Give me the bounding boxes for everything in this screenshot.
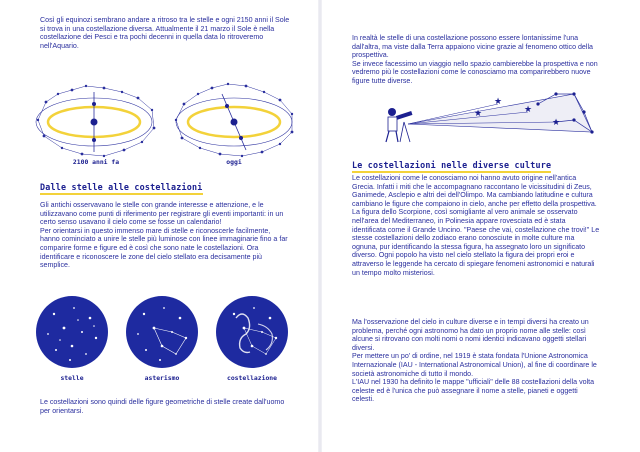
caption-stelle: stelle — [60, 374, 84, 382]
asterism-circle — [124, 294, 200, 370]
stars-circle — [34, 294, 110, 370]
right-section-heading: Le costellazioni nelle diverse culture — [352, 160, 551, 170]
caption-oggi: oggi — [226, 158, 242, 166]
right-body-text-2: Ma l'osservazione del cielo in culture diverse e in tempi diversi ha creato un problema, perché ogni astronomo ha dato un proprio nome alle stelle: così alcune si ritrovano con molti nomi o nomi identici indicavano oggetti stellari diversi. Per mettere un po' di ordine, nel 1919 è stata fondata l'Unione Astronomica Internazionale (IAU - International Astronomical Union), al fine di coordinare le società astronomiche di tutto il mondo. L'IAU nel 1930 ha definito le mappe "ufficiali" delle 88 costellazioni della volta celeste ed è l'unica che può assegnare il nome a stelle, pianeti e oggetti celesti. — [352, 318, 597, 404]
right-body-text: Le costellazioni come le conosciamo noi hanno avuto origine nell'antica Grecia. Infatti i miti che le accompagnano raccontano le vicissitudini di Zeus, Ganimede, Asclepio e altri dei dell'Olimpo. Ma cambiando latitudine e cultura cambiano le figure che compaiono in cielo, anche per effetto della prospettiva. La figura dello Scorpione, così somigliante al vero animale se osservato nell'area del Mediterraneo, in Polinesia appare rovesciata ed è stata identificata come il Grande Uncino. "Paese che vai, costellazione che trovi!" Le stesse costellazioni dello zodiaco erano conosciute in molte culture ma ognuna, pur identificando la stessa figura, ha assegnato loro un significato diverso. Ogni popolo ha visto nel cielo stellato la figura dei propri eroi e attraverso le leggende ha cercato di spiegare fenomeni astronomici e naturali un tempo molto misteriosi. — [352, 174, 600, 277]
precession-diagram-past — [34, 80, 164, 160]
svg-text:★: ★ — [552, 118, 561, 128]
svg-text:★: ★ — [494, 97, 503, 107]
telescope-perspective-illustration — [378, 82, 598, 146]
precession-diagram-today — [170, 80, 300, 160]
caption-asterismo: asterismo — [144, 374, 180, 382]
constellation-circle — [214, 294, 290, 370]
svg-text:★: ★ — [474, 109, 483, 119]
left-section-heading: Dalle stelle alle costellazioni — [40, 182, 203, 192]
caption-costellazione: costellazione — [226, 374, 278, 382]
right-page — [320, 0, 640, 452]
caption-2100-anni-fa: 2100 anni fa — [72, 158, 120, 166]
svg-text:★: ★ — [524, 105, 533, 115]
right-intro-text: In realtà le stelle di una costellazione possono essere lontanissime l'una dall'altra, ma viste dalla Terra appaiono vicine grazie al fenomeno ottico della prospettiva. Se invece facessimo un viaggio nello spazio cambierebbe la prospettiva e non vedremo più le costellazioni come le conosciamo ma comparirebbero nuove figure tutte diverse. — [352, 34, 598, 85]
left-body-text: Gli antichi osservavano le stelle con grande interesse e attenzione, e le utilizzavano come punti di riferimento per registrare gli eventi importanti: in un certo senso usavano il cielo come se fosse un calendario! Per orientarsi in questo immenso mare di stelle e riconoscerle facilmente, hanno cominciato a unire le stelle più luminose con linee immaginarie fino a far comparire forme e figure ed è così che sono nate le costellazioni. Ora identificare e riconoscere le zone del cielo stellato era decisamente più semplice. — [40, 201, 288, 270]
left-footer-text: Le costellazioni sono quindi delle figure geometriche di stelle create dall'uomo per orientarsi. — [40, 398, 285, 415]
left-intro-text: Così gli equinozi sembrano andare a ritroso tra le stelle e ogni 2150 anni il Sole si trova in una costellazione diversa. Attualmente il 21 marzo il Sole è nella costellazione dei Pesci e tra pochi decenni in quella data lo ritroveremo nell'Aquario. — [40, 16, 290, 50]
